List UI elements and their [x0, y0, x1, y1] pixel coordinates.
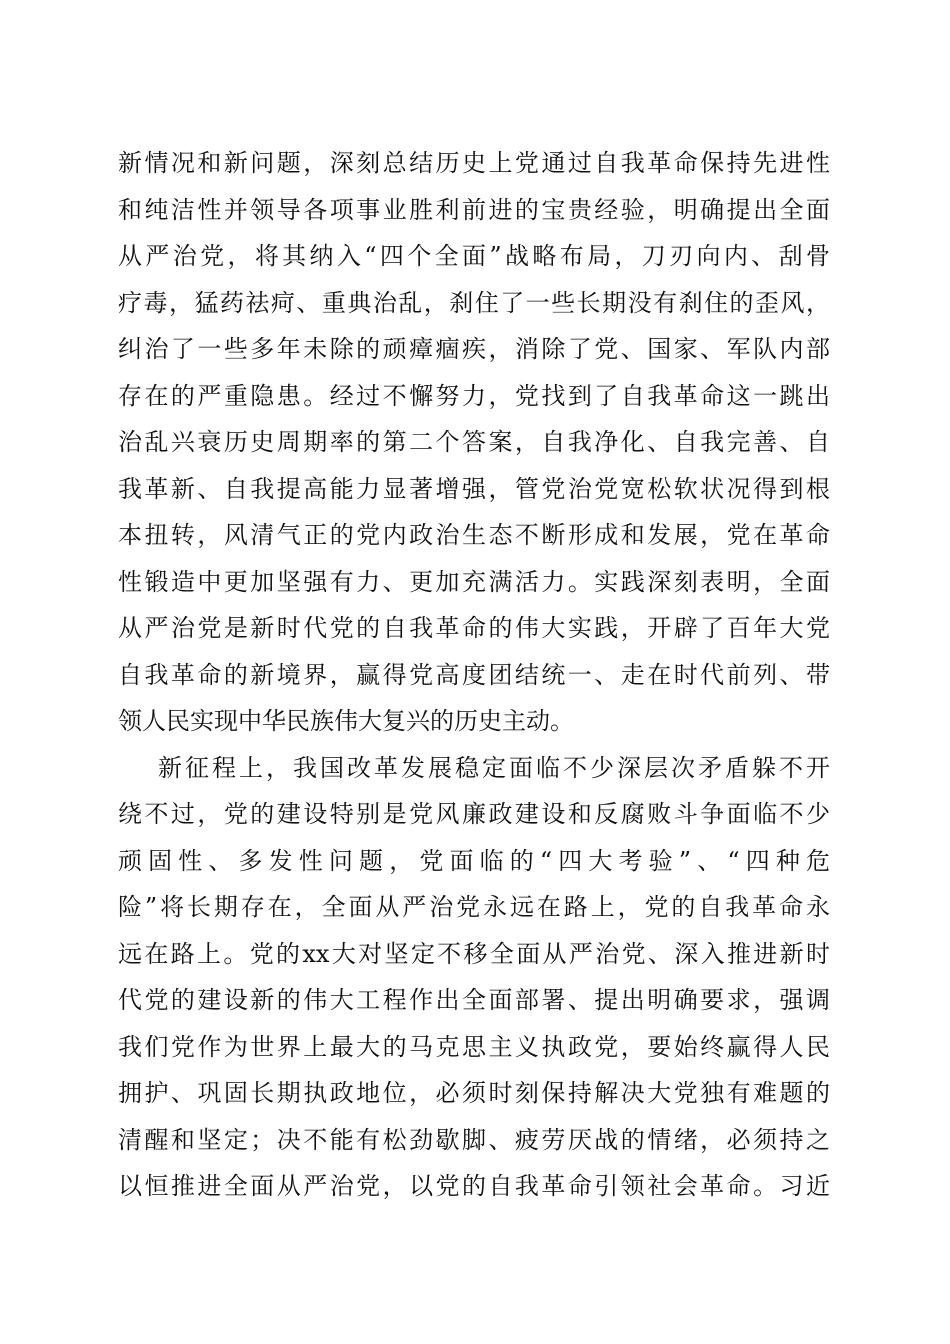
paragraph-1 [118, 140, 830, 745]
paragraph-line: 清醒和坚定；决不能有松劲歇脚、疲劳厌战的情绪，必须持之 [118, 1125, 830, 1154]
paragraph-line: 本扭转，风清气正的党内政治生态不断形成和发展，党在革命 [118, 521, 830, 549]
paragraph-line: 治乱兴衰历史周期率的第二个答案，自我净化、自我完善、自 [118, 428, 830, 456]
paragraph-line: 新征程上，我国改革发展稳定面临不少深层次矛盾躲不开 [158, 753, 830, 782]
paragraph-line: 和纯洁性并领导各项事业胜利前进的宝贵经验，明确提出全面 [118, 195, 830, 224]
paragraph-line: 疗毒，猛药祛疴、重典治乱，刹住了一些长期没有刹住的歪风， [118, 288, 830, 317]
paragraph-line: 拥护、巩固长期执政地位，必须时刻保持解决大党独有难题的 [118, 1079, 830, 1107]
paragraph-line: 代党的建设新的伟大工程作出全面部署、提出明确要求，强调 [118, 986, 830, 1014]
paragraph-line: 从严治党，将其纳入“四个全面”战略布局，刀刃向内、刮骨 [118, 242, 830, 270]
document-body [118, 140, 830, 1210]
paragraph-line: 远在路上。党的xx大对坚定不移全面从严治党、深入推进新时 [118, 939, 830, 968]
paragraph-line: 纠治了一些多年未除的顽瘴痼疾，消除了党、国家、军队内部 [118, 335, 830, 363]
paragraph-line: 险”将长期存在，全面从严治党永远在路上，党的自我革命永 [118, 893, 830, 921]
paragraph-line: 绕不过，党的建设特别是党风廉政建设和反腐败斗争面临不少 [118, 800, 830, 828]
paragraph-line: 我革新、自我提高能力显著增强，管党治党宽松软状况得到根 [118, 474, 830, 503]
paragraph-line: 从严治党是新时代党的自我革命的伟大实践，开辟了百年大党 [118, 614, 830, 642]
paragraph-line: 自我革命的新境界，赢得党高度团结统一、走在时代前列、带 [118, 660, 830, 689]
paragraph-line: 存在的严重隐患。经过不懈努力，党找到了自我革命这一跳出 [118, 381, 830, 410]
paragraph-line: 以恒推进全面从严治党，以党的自我革命引领社会革命。习近 [118, 1172, 830, 1200]
paragraph-line: 性锻造中更加坚强有力、更加充满活力。实践深刻表明，全面 [118, 567, 830, 596]
paragraph-line: 领人民实现中华民族伟大复兴的历史主动。 [118, 707, 574, 735]
paragraph-2 [118, 745, 830, 1210]
paragraph-line: 顽固性、多发性问题，党面临的“四大考验”、“四种危 [118, 846, 830, 875]
paragraph-line: 我们党作为世界上最大的马克思主义执政党，要始终赢得人民 [118, 1032, 830, 1061]
paragraph-line: 新情况和新问题，深刻总结历史上党通过自我革命保持先进性 [118, 149, 830, 177]
